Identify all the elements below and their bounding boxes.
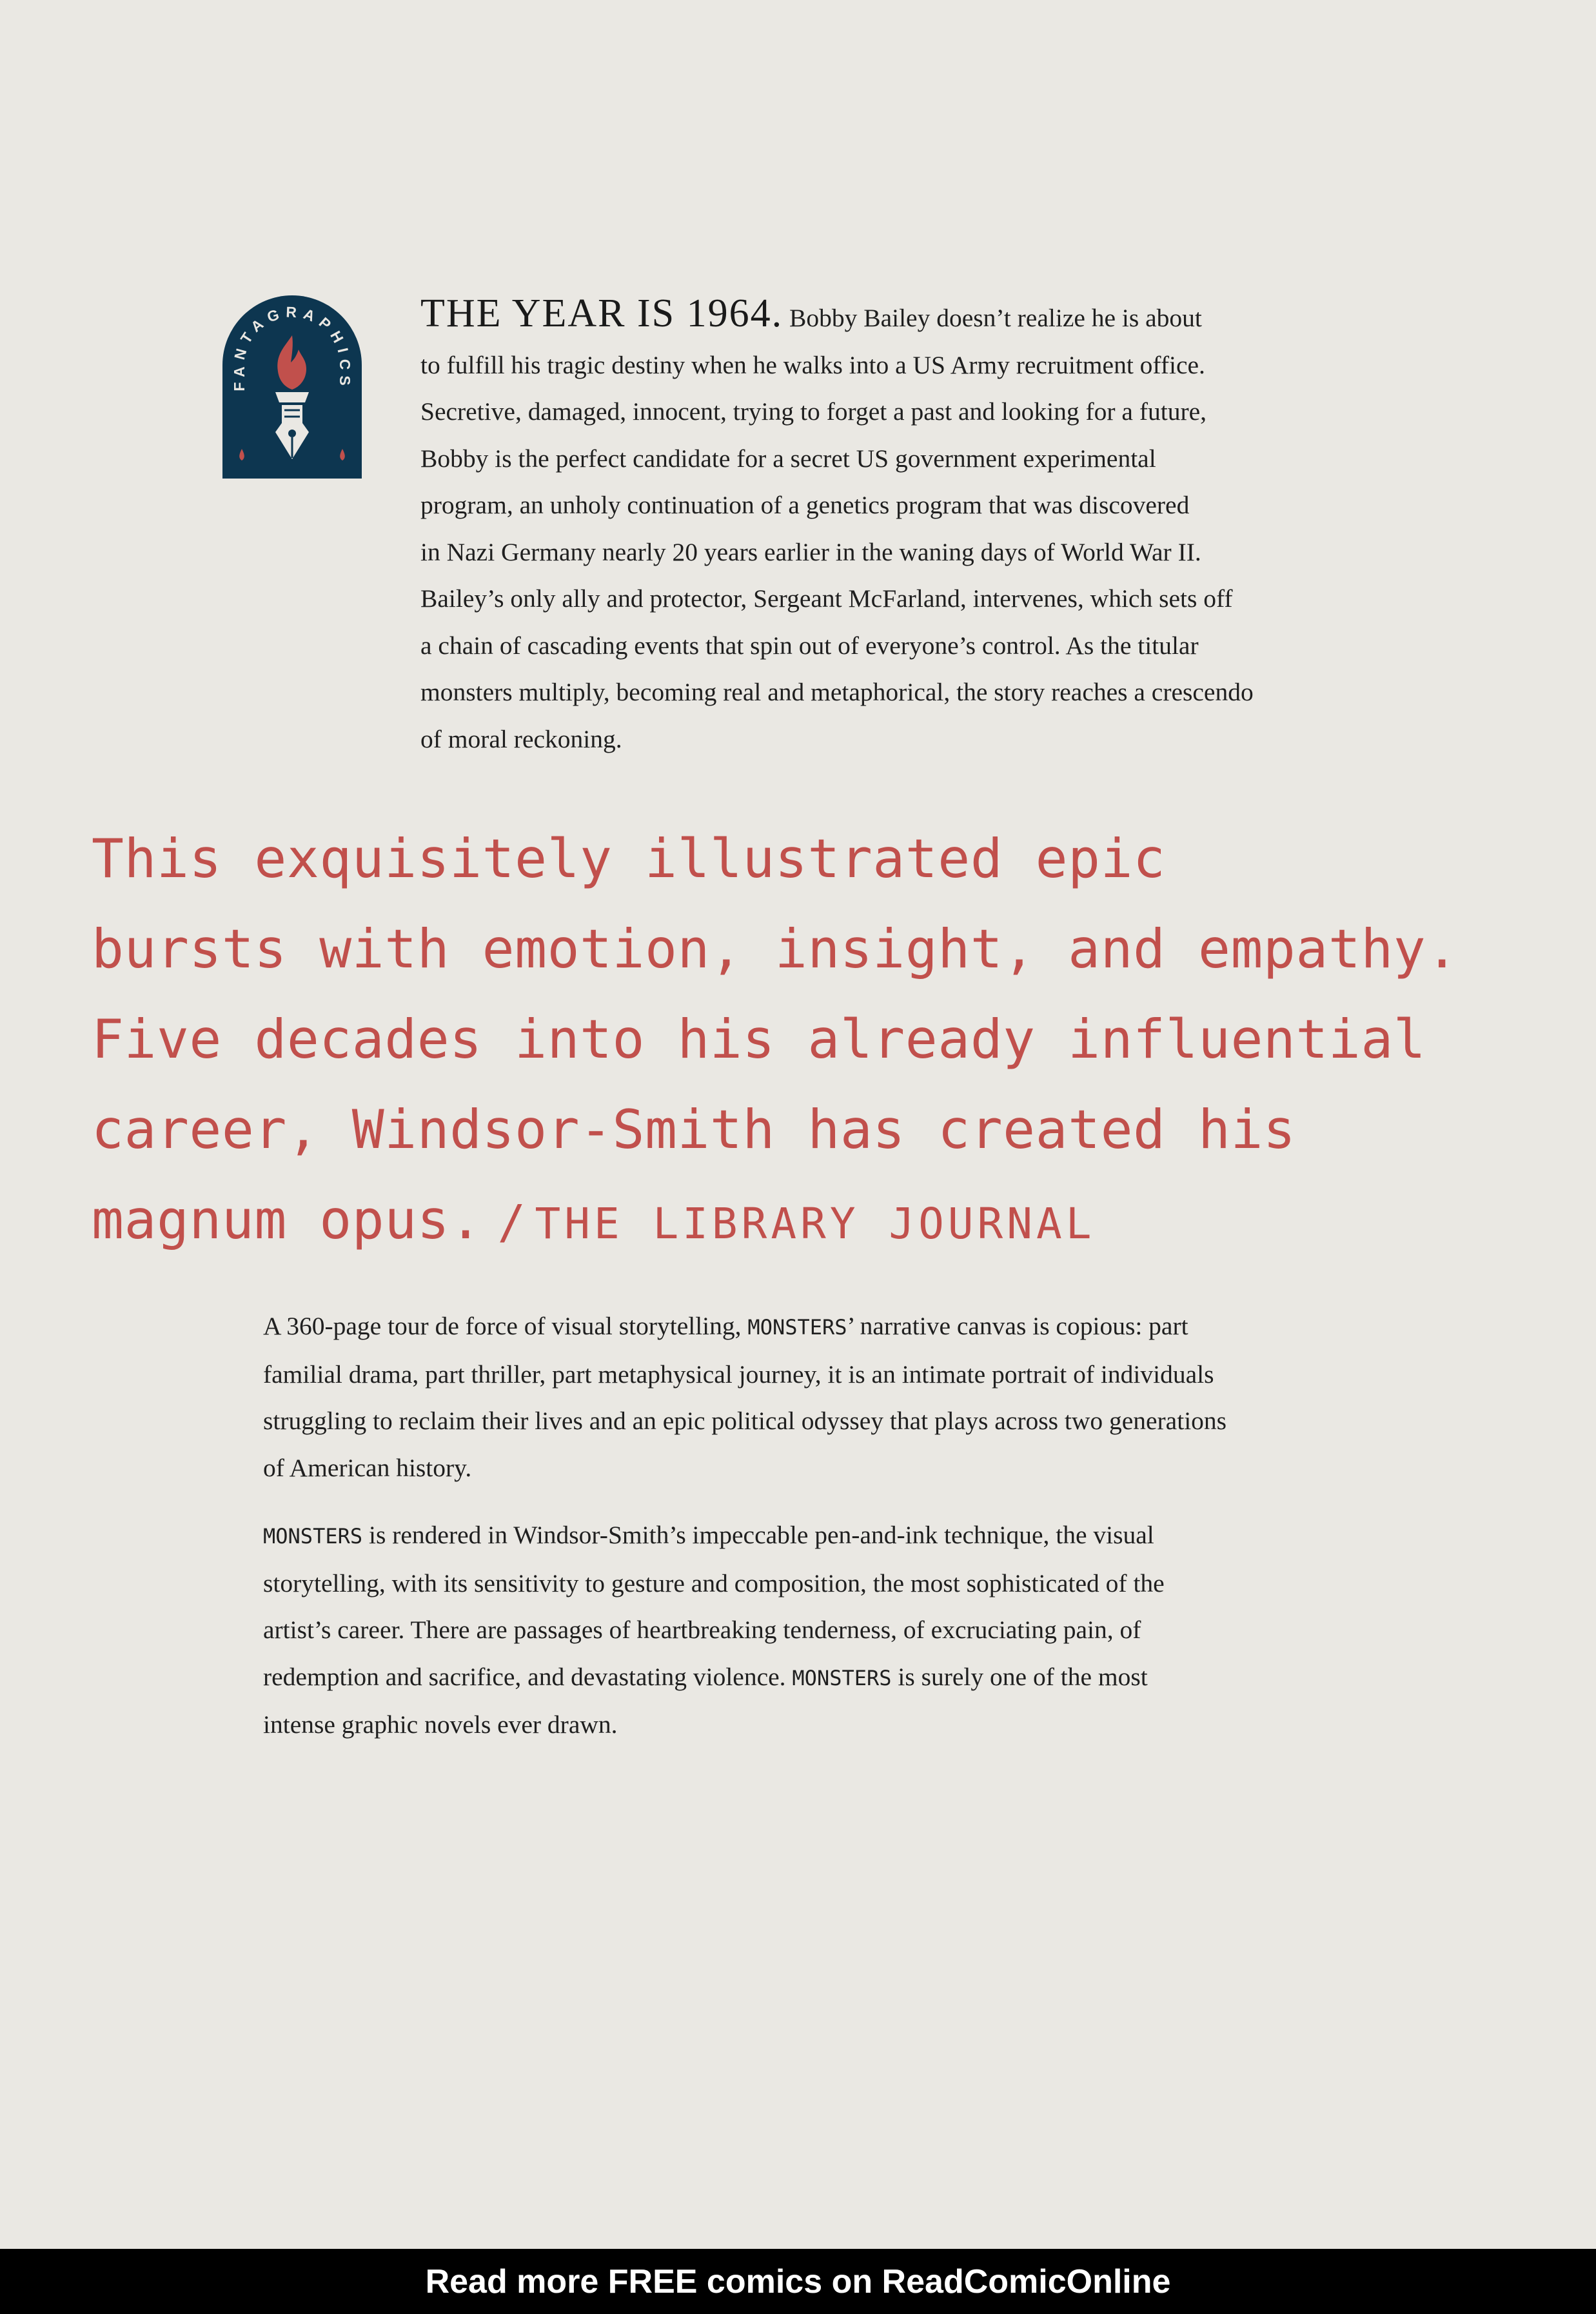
quote-line: bursts with emotion, insight, and empathy. xyxy=(92,918,1459,980)
book-title: MONSTERS xyxy=(263,1524,363,1548)
description-line: artist’s career. There are passages of heartbreaking tenderness, of excruciating pain, of xyxy=(263,1616,1141,1644)
synopsis-line: Bailey’s only ally and protector, Sergeant McFarland, intervenes, which sets off xyxy=(420,584,1233,613)
quote-line: career, Windsor-Smith has created his xyxy=(92,1098,1296,1161)
text-run: is surely one of the most xyxy=(898,1662,1148,1691)
pull-quote xyxy=(92,814,1575,1269)
description-line xyxy=(263,1512,1327,1560)
description-paragraph-2 xyxy=(263,1512,1327,1748)
text-run: ’ narrative canvas is copious: part xyxy=(847,1312,1188,1340)
description-line xyxy=(263,1303,1327,1351)
synopsis-line: Secretive, damaged, innocent, trying to forget a past and looking for a future, xyxy=(420,397,1207,426)
synopsis-line: a chain of cascading events that spin out of everyone’s control. As the titular xyxy=(420,631,1199,660)
description-line: familial drama, part thriller, part metaphysical journey, it is an intimate portrait of individuals xyxy=(263,1360,1214,1389)
description xyxy=(263,1303,1327,1769)
synopsis-line: to fulfill his tragic destiny when he walks into a US Army recruitment office. xyxy=(420,350,1205,379)
publisher-logo xyxy=(222,295,362,479)
quote-source: THE LIBRARY JOURNAL xyxy=(535,1199,1096,1249)
description-line: storytelling, with its sensitivity to gesture and composition, the most sophisticated of the xyxy=(263,1568,1165,1597)
quote-line: This exquisitely illustrated epic xyxy=(92,827,1166,890)
text-run: A 360-page tour de force of visual storytelling, xyxy=(263,1312,742,1340)
footer-text[interactable]: Read more FREE comics on ReadComicOnline xyxy=(425,2262,1171,2300)
synopsis-line: of moral reckoning. xyxy=(420,724,622,753)
synopsis-first-line: Bobby Bailey doesn’t realize he is about xyxy=(789,304,1202,332)
description-line: of American history. xyxy=(263,1453,472,1482)
synopsis-line: in Nazi Germany nearly 20 years earlier in the waning days of World War II. xyxy=(420,537,1201,566)
description-paragraph-1 xyxy=(263,1303,1327,1491)
synopsis-line: monsters multiply, becoming real and metaphorical, the story reaches a crescendo xyxy=(420,678,1254,706)
fantagraphics-badge xyxy=(222,295,362,479)
text-run: is rendered in Windsor-Smith’s impeccable pen-and-ink technique, the visual xyxy=(369,1521,1154,1549)
text-run: redemption and sacrifice, and devastating violence. xyxy=(263,1662,786,1691)
quote-line: magnum opus. xyxy=(92,1189,482,1251)
footer-banner[interactable] xyxy=(0,2249,1596,2314)
quote-line: Five decades into his already influential xyxy=(92,1008,1426,1071)
synopsis-paragraph xyxy=(420,290,1336,762)
quote-last-line xyxy=(92,1175,1575,1269)
description-line: intense graphic novels ever drawn. xyxy=(263,1710,618,1739)
synopsis-line: Bobby is the perfect candidate for a secret US government experimental xyxy=(420,444,1156,473)
synopsis-line: program, an unholy continuation of a genetics program that was discovered xyxy=(420,491,1190,519)
synopsis-line-1 xyxy=(420,290,1336,342)
book-title: MONSTERS xyxy=(792,1665,892,1690)
description-line xyxy=(263,1654,1327,1702)
synopsis-lead: THE YEAR IS 1964. xyxy=(420,292,783,335)
publisher-name: FANTAGRAPHICS xyxy=(230,303,353,391)
description-line: struggling to reclaim their lives and an epic political odyssey that plays across two generations xyxy=(263,1407,1227,1435)
book-title: MONSTERS xyxy=(747,1315,847,1340)
quote-separator: / xyxy=(497,1195,526,1249)
